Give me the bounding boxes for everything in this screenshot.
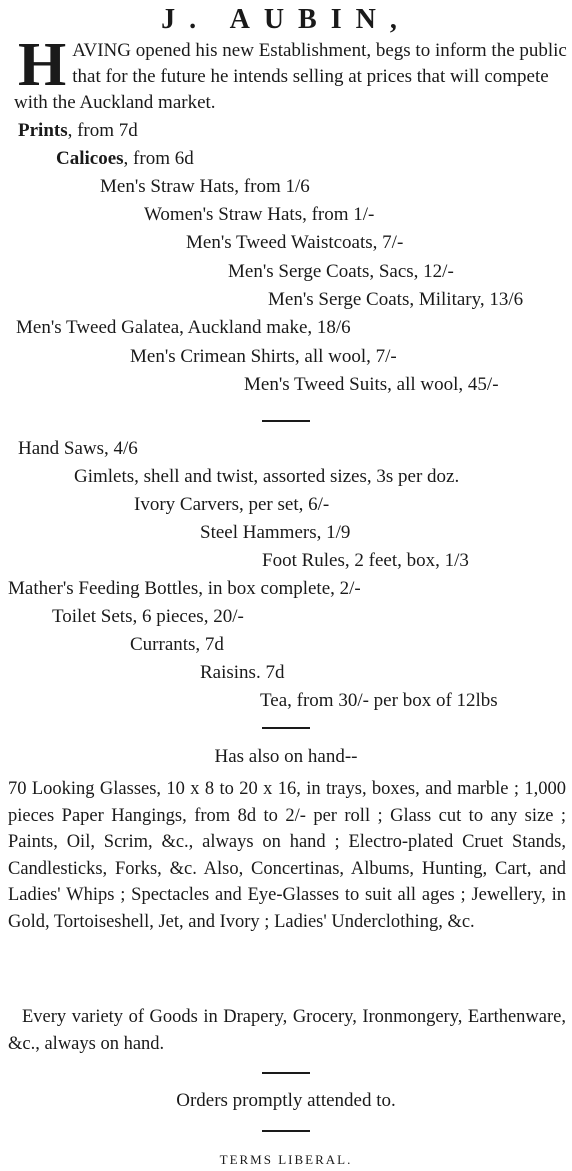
orders-line: Orders promptly attended to. (176, 1090, 396, 1111)
list-item: Men's Tweed Suits, all wool, 45/- (244, 374, 499, 395)
list-item: Men's Serge Coats, Military, 13/6 (268, 289, 524, 310)
drop-cap: H (18, 31, 67, 99)
list-item: Men's Tweed Galatea, Auckland make, 18/6 (16, 317, 351, 338)
list-item: Toilet Sets, 6 pieces, 20/- (52, 606, 244, 627)
list-item: Hand Saws, 4/6 (18, 438, 138, 459)
list-item: Men's Crimean Shirts, all wool, 7/- (130, 346, 397, 367)
list-item: Prints, from 7d (18, 120, 138, 141)
list-item: Gimlets, shell and twist, assorted sizes, 3s per doz. (74, 466, 460, 487)
terms-line: TERMS LIBERAL. (219, 1152, 353, 1167)
list-item: Men's Serge Coats, Sacs, 12/- (228, 261, 454, 282)
intro-paragraph (14, 31, 568, 116)
divider-rule (262, 420, 310, 422)
stock-paragraph: 70 Looking Glasses, 10 x 8 to 20 x 16, in trays, boxes, and marble ; 1,000 pieces Paper Hangings, from 8d to 2/- per roll ; Glass cut to any size ; Paints, Oil, Scrim, &c., always on hand ; Electro-plated Cruet Stands, Candlesticks, Forks, &c. Also, Concertinas, Albums, Hunting, Cart, and Ladies' Whips ; Spectacles and Eye-Glasses to suit all ages ; Jewellery, in Gold, Tortoiseshell, Jet, and Ivory ; Ladies' Underclothing, &c. (8, 779, 566, 932)
list-item: Women's Straw Hats, from 1/- (144, 204, 375, 225)
list-item: Tea, from 30/- per box of 12lbs (260, 690, 498, 711)
list-item: Ivory Carvers, per set, 6/- (134, 494, 330, 515)
variety-paragraph: Every variety of Goods in Drapery, Grocery, Ironmongery, Earthenware, &c., always on hand. (8, 1007, 566, 1054)
list-item: Mather's Feeding Bottles, in box complete, 2/- (8, 578, 361, 599)
list-item: Foot Rules, 2 feet, box, 1/3 (262, 550, 469, 571)
list-item: Men's Straw Hats, from 1/6 (100, 176, 310, 197)
also-heading: Has also on hand-- (214, 746, 358, 767)
divider-rule (262, 1072, 310, 1074)
list-item: Men's Tweed Waistcoats, 7/- (186, 232, 404, 253)
advert-title: J. AUBIN, (161, 4, 411, 35)
intro-text: AVING opened his new Establishment, begs to inform the public that for the future he intends selling at prices that will compete with the Auckland market. (14, 40, 567, 113)
divider-rule (262, 727, 310, 729)
list-item: Currants, 7d (130, 634, 224, 655)
list-item: Calicoes, from 6d (56, 148, 194, 169)
divider-rule (262, 1130, 310, 1132)
list-item: Raisins. 7d (200, 662, 285, 683)
list-item: Steel Hammers, 1/9 (200, 522, 351, 543)
